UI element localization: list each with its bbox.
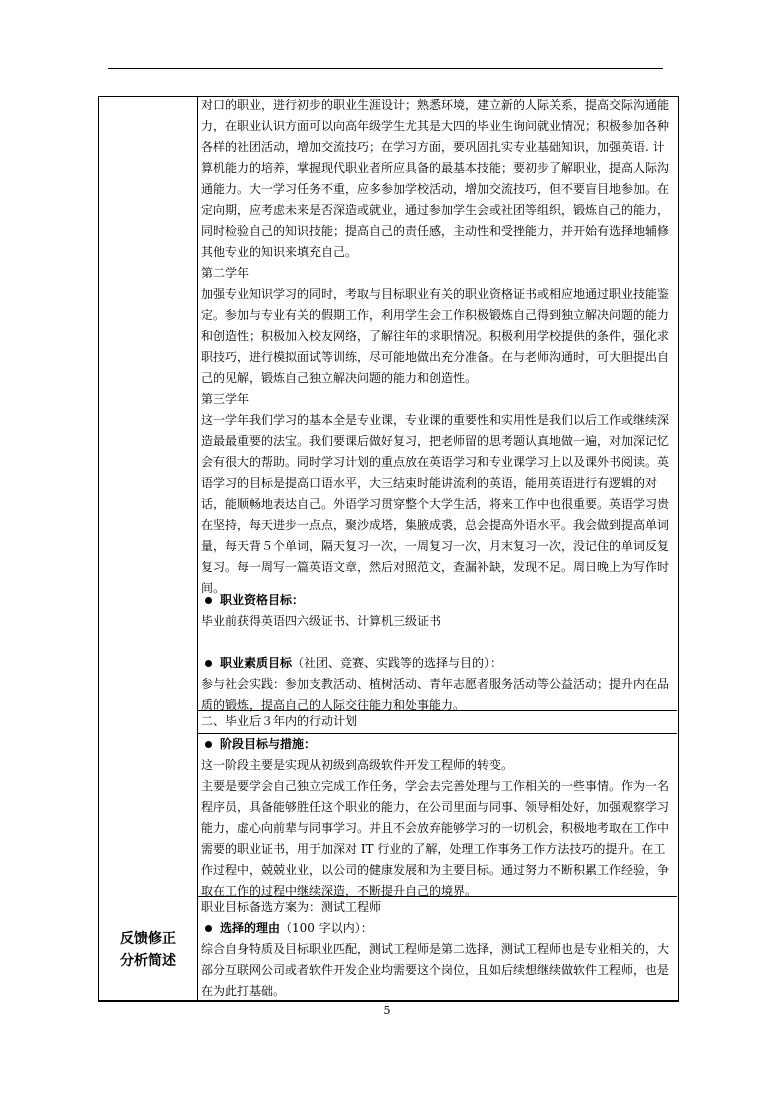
backup-plan-text: 职业目标备选方案为：测试工程师 <box>201 900 382 914</box>
heading-second-year: 第二学年 <box>201 266 250 280</box>
feedback-analysis-label: 反馈修正 分析简述 <box>120 931 176 969</box>
qualification-goal-section <box>201 590 674 632</box>
column-divider <box>197 96 198 1000</box>
quality-heading: 职业素质目标（社团、竞赛、实践等的选择与目的）： <box>201 653 674 674</box>
bullet-icon <box>205 597 212 604</box>
heading-third-year: 第三学年 <box>201 392 250 406</box>
qualification-heading: 职业资格目标： <box>201 590 674 611</box>
stage-paragraph-1: 这一阶段主要是实现从初级到高级软件开发工程师的转变。 <box>201 758 514 772</box>
reason-text: 综合自身特质及目标职业匹配，测试工程师是第二选择，测试工程师也是专业相关的，大部分互联网公司或者软件开发企业均需要这个岗位，且如后续想继续做软件工程师，也是在为此打基础。 <box>201 942 670 998</box>
bullet-icon <box>205 741 212 748</box>
bullet-icon <box>205 660 212 667</box>
quality-goal-section <box>201 653 674 716</box>
qualification-text: 毕业前获得英语四六级证书、计算机三级证书 <box>201 614 442 628</box>
backup-plan-section <box>201 897 674 1002</box>
study-plan-block <box>201 95 674 599</box>
quality-text: 参与社会实践：参加支教活动、植树活动、青年志愿者服务活动等公益活动；提升内在品质的锻炼，提高自己的人际交往能力和处事能力。 <box>201 677 670 712</box>
reason-heading: 选择的理由（100 字以内）： <box>201 918 674 939</box>
page-number: 5 <box>383 1004 391 1017</box>
paragraph-second-year: 加强专业知识学习的同时，考取与目标职业有关的职业资格证书或相应地通过职业技能鉴定。参加与专业有关的假期工作，利用学生会工作积极锻炼自己得到独立解决问题的能力和创造性；积极加入校友网络，了解往年的求职情况。积极利用学校提供的条件，强化求职技巧，进行模拟面试等训练，尽可能地做出充分准备。在与老师沟通时，可大胆提出自己的见解，锻炼自己独立解决问题的能力和创造性。 <box>201 287 670 385</box>
stage-paragraph-2: 主要是要学会自己独立完成工作任务，学会去完善处理与工作相关的一些事情。作为一名程序员，具备能够胜任这个职业的能力，在公司里面与同事、领导相处好，加强观察学习能力，虚心向前辈与同事学习。并且不会放弃能够学习的一切机会，积极地考取在工作中需要的职业证书，用于加深对 IT 行业的了解，处理工作事务工作方法技巧的提升。在工作过程中，兢兢业业，以公司的健康发展和为主要目标。通过努力不断积累工作经验，争取在工作的过程中继续深造，不断提升自己的境界。 <box>201 779 670 898</box>
bullet-icon <box>205 925 212 932</box>
paragraph-third-year: 这一学年我们学习的基本全是专业课，专业课的重要性和实用性是我们以后工作或继续深造最最重要的法宝。我们要课后做好复习，把老师留的思考题认真地做一遍，对加深记忆会有很大的帮助。同时学习计划的重点放在英语学习和专业课学习上以及课外书阅读。英语学习的目标是提高口语水平，大三结束时能讲流利的英语，能用英语进行有逻辑的对话，能顺畅地表达自己。外语学习贯穿整个大学生活，将来工作中也很重要。英语学习贵在坚持，每天进步一点点，聚沙成塔，集腋成裘，总会提高外语水平。我会做到提高单词量，每天背５个单词，隔天复习一次，一周复习一次，月末复习一次，没记住的单词反复复习。每一周写一篇英语文章，然后对照范文，查漏补缺，发现不足。周日晚上为写作时间。 <box>201 413 670 595</box>
stage-goals-section <box>201 734 674 902</box>
stage-heading: 阶段目标与措施： <box>201 734 674 755</box>
three-year-plan-title: 二、毕业后３年内的行动计划 <box>201 714 358 728</box>
header-rule <box>108 68 663 69</box>
paragraph-first-year: 对口的职业，进行初步的职业生涯设计；熟悉环境，建立新的人际关系，提高交际沟通能力，在职业认识方面可以向高年级学生尤其是大四的毕业生询问就业情况；积极参加各种各样的社团活动，增加交流技巧；在学习方面，要巩固扎实专业基础知识，加强英语. 计算机能力的培养，掌握现代职业者所应具备的最基本技能；要初步了解职业，提高人际沟通能力。大一学习任务不重，应多参加学校活动，增加交流技巧，但不要盲目地参加。在定向期，应考虑未来是否深造或就业，通过参加学生会或社团等组织，锻炼自己的能力，同时检验自己的知识技能；提高自己的责任感，主动性和受挫能力，并开始有选择地辅修其他专业的知识来填充自己。 <box>201 98 670 259</box>
